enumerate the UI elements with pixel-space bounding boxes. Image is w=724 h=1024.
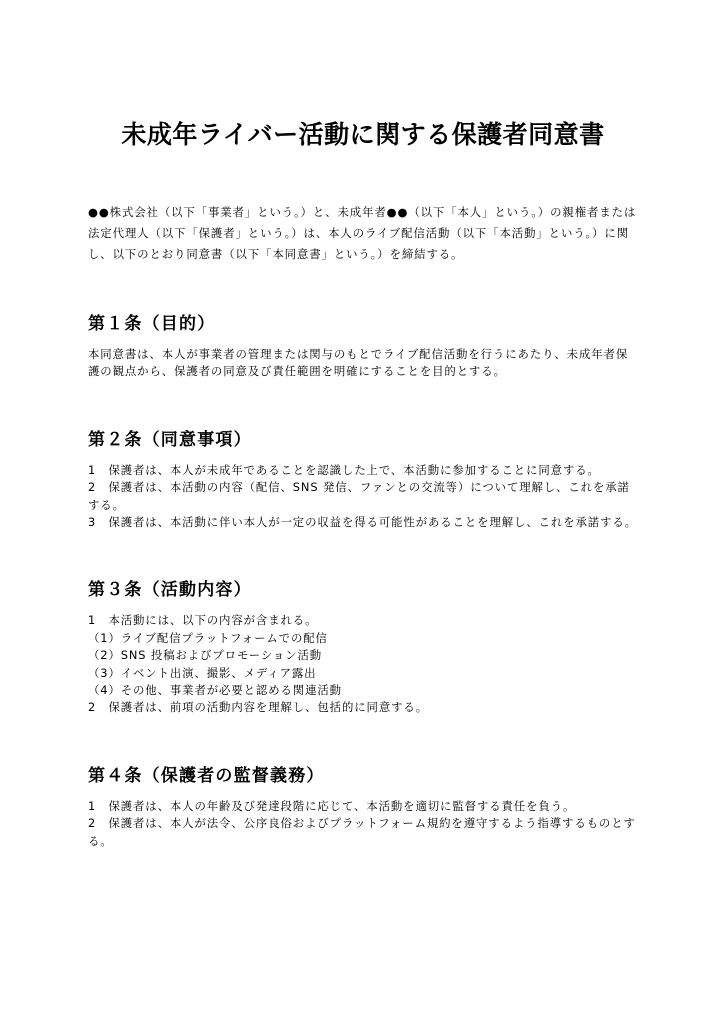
article-body (88, 612, 638, 716)
article-paragraph: 1 保護者は、本人の年齢及び発達段階に応じて、本活動を適切に監督する責任を負う。 (88, 798, 576, 813)
article-list-item: （3）イベント出演、撮影、メディア露出 (88, 665, 317, 680)
article-2 (88, 428, 638, 532)
article-3 (88, 578, 638, 716)
article-1 (88, 312, 638, 381)
article-body (88, 346, 638, 381)
article-paragraph: 1 保護者は、本人が未成年であることを認識した上で、本活動に参加することに同意する。 (88, 462, 600, 477)
article-paragraph: 2 保護者は、前項の活動内容を理解し、包括的に同意する。 (88, 700, 428, 715)
article-heading: 第４条（保護者の監督義務） (88, 765, 325, 786)
article-paragraph: 2 保護者は、本活動の内容（配信、SNS 発信、ファンとの交流等）について理解し、これを承諾する。 (88, 480, 630, 512)
document-title: 未成年ライバー活動に関する保護者同意書 (121, 120, 605, 149)
article-paragraph: 1 本活動には、以下の内容が含まれる。 (88, 613, 318, 628)
article-body (88, 462, 638, 532)
preamble-text: ●●株式会社（以下「事業者」という。）と、未成年者●●（以下「本人」という。）の親権者または法定代理人（以下「保護者」という。）は、本人のライブ配信活動（以下「本活動」という。）に関し、以下のとおり同意書（以下「本同意書」という。）を締結する。 (88, 205, 637, 261)
article-paragraph: 2 保護者は、本人が法令、公序良俗およびプラットフォーム規約を遵守するよう指導するものとする。 (88, 816, 636, 848)
article-list-item: （1）ライブ配信プラットフォームでの配信 (88, 630, 328, 645)
article-list-item: （2）SNS 投稿およびプロモーション活動 (88, 648, 323, 663)
article-heading: 第３条（活動内容） (88, 580, 252, 601)
article-list-item: （4）その他、事業者が必要と認める関連活動 (88, 683, 342, 698)
article-heading: 第２条（同意事項） (88, 429, 252, 450)
article-body (88, 798, 638, 850)
article-4 (88, 764, 638, 850)
article-paragraph: 3 保護者は、本活動に伴い本人が一定の収益を得る可能性があることを理解し、これを承諾する。 (88, 515, 637, 530)
article-heading: 第１条（目的） (88, 314, 216, 334)
article-paragraph: 本同意書は、本人が事業者の管理または関与のもとでライブ配信活動を行うにあたり、未成年者保護の観点から、保護者の同意及び責任範囲を明確にすることを目的とする。 (88, 347, 629, 379)
